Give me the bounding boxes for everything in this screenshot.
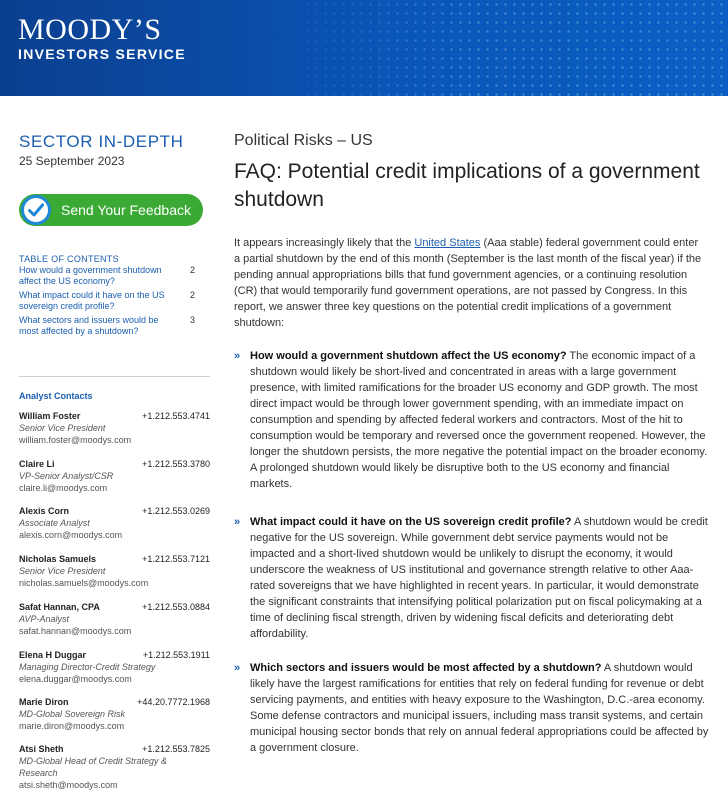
contact-card [19,649,210,685]
contact-role: AVP-Analyst [19,614,70,624]
toc-item-page: 3 [189,315,195,325]
contact-name: Atsi Sheth [19,744,64,754]
toc-item-page: 2 [189,265,195,275]
faq-question: Which sectors and issuers would be most affected by a shutdown? [250,662,602,674]
contact-card [19,553,210,589]
contact-card [19,601,210,637]
faq-body [250,514,710,642]
contact-name: Alexis Corn [19,506,70,516]
intro-text-before: It appears increasingly likely that the [234,237,415,249]
contact-name: William Foster [19,411,81,421]
bullet-marker: » [234,350,241,362]
contact-phone: +1.212.553.4741 [142,411,210,421]
contact-phone: +1.212.553.0884 [142,602,210,612]
table-of-contents [19,265,195,340]
bullet-marker: » [234,662,241,674]
faq-body [250,348,710,492]
toc-item[interactable] [19,265,195,287]
contact-name: Claire Li [19,459,55,469]
contact-email[interactable]: atsi.sheth@moodys.com [19,780,118,790]
logo-main: MOODY’S [18,13,162,46]
intro-paragraph [234,235,704,331]
faq-answer: The economic impact of a shutdown would likely be short-lived and concentrated in areas with a large government presence, with limited ramifications for the broader US economy and GDP growth. The most direct impact would be through lower government spending, with an immediate impact on consumption and spending by affected federal workers and contractors. Most of the hit to consumption would be temporary and reversed once the government reopened. However, the longer the shutdown persists, the more negative the potential impact on the broader economy. A prolonged shutdown would likely be disruptive both to the US economy and financial markets. [250,350,708,490]
faq-question: What impact could it have on the US sovereign credit profile? [250,516,572,528]
toc-item-title[interactable]: What sectors and issuers would be most affected by a shutdown? [19,315,159,336]
faq-body [250,660,710,756]
contact-email[interactable]: william.foster@moodys.com [19,435,132,445]
faq-item [234,348,710,492]
contact-phone: +1.212.553.0269 [142,506,210,516]
report-date: 25 September 2023 [19,154,125,168]
contact-role: Managing Director-Credit Strategy [19,662,156,672]
contact-email[interactable]: claire.li@moodys.com [19,483,108,493]
contact-role: Associate Analyst [19,518,90,528]
report-kicker: Political Risks – US [234,132,373,149]
banner-dot-pattern [258,0,728,96]
contact-card [19,743,210,791]
contact-email[interactable]: elena.duggar@moodys.com [19,674,132,684]
sidebar-divider [19,376,210,377]
contact-card [19,696,210,732]
contact-email[interactable]: safat.hannan@moodys.com [19,626,132,636]
logo-sub: INVESTORS SERVICE [18,46,186,62]
sector-label: SECTOR IN-DEPTH [19,132,184,151]
united-states-link[interactable]: United States [414,237,481,249]
contact-email[interactable]: nicholas.samuels@moodys.com [19,578,149,588]
faq-answer: A shutdown would likely have the largest ramifications for entities that rely on federal funding for revenue or debt servicing payments, and entities with heavy exposure to the Washington, D.C.-area economy. Some defense contractors and municipal issuers, including mass transit systems, and certain municipal housing sector bonds that rely on annual federal appropriations could be affected by a government closure. [250,662,709,754]
contact-phone: +1.212.553.1911 [142,650,210,660]
contact-card [19,505,210,541]
contact-role: VP-Senior Analyst/CSR [19,471,114,481]
toc-item[interactable] [19,315,195,337]
send-feedback-label: Send Your Feedback [61,202,191,218]
intro-text-after: (Aaa stable) federal government could enter a partial shutdown by the end of this month (September is the last month of the fiscal year) if the pending annual appropriations bills that fund government agencies, or a continuing resolution (CR) that would temporarily fund government operations, are not passed by Congress. In this report, we answer three key questions on the potential credit implications of a government shutdown: [234,237,702,329]
report-title: FAQ: Potential credit implications of a government shutdown [234,160,700,211]
contact-role: Senior Vice President [19,566,106,576]
faq-item [234,660,710,756]
faq-answer: A shutdown would be credit negative for the US sovereign. While government debt service payments would not be impacted and a short-lived shutdown would be unlikely to disrupt the economy, it would underscore the weakness of US institutional and governance strength relative to other Aaa-rated sovereigns that we have highlighted in recent years. In particular, it would demonstrate the significant constraints that intensifying political polarization put on fiscal policymaking at a time of declining fiscal strength, driven by widening fiscal deficits and deteriorating debt affordability. [250,516,708,640]
contact-name: Nicholas Samuels [19,554,97,564]
moodys-logo [18,14,186,62]
toc-item-title[interactable]: How would a government shutdown affect the US economy? [19,265,162,286]
bullet-marker: » [234,516,241,528]
faq-item [234,514,710,642]
contact-phone: +1.212.553.7121 [142,554,210,564]
contact-name: Marie Diron [19,697,69,707]
toc-item-title[interactable]: What impact could it have on the US sovereign credit profile? [19,290,165,311]
checkmark-icon [21,195,51,225]
faq-question: How would a government shutdown affect the US economy? [250,350,567,362]
toc-item-page: 2 [189,290,195,300]
contact-phone: +1.212.553.3780 [142,459,210,469]
contact-email[interactable]: marie.diron@moodys.com [19,721,125,731]
contact-role: MD-Global Head of Credit Strategy & Research [19,756,168,778]
contact-card [19,410,210,446]
contact-name: Safat Hannan, CPA [19,602,100,612]
analyst-contacts-title: Analyst Contacts [19,391,93,401]
send-feedback-button[interactable] [19,194,203,226]
contact-card [19,458,210,494]
contact-name: Elena H Duggar [19,650,87,660]
toc-item[interactable] [19,290,195,312]
contact-phone: +1.212.553.7825 [142,744,210,754]
header-banner [0,0,728,96]
contact-phone: +44.20.7772.1968 [137,697,210,707]
toc-title: TABLE OF CONTENTS [19,254,119,264]
contact-role: Senior Vice President [19,423,106,433]
contact-role: MD-Global Sovereign Risk [19,709,126,719]
contact-email[interactable]: alexis.corn@moodys.com [19,530,123,540]
